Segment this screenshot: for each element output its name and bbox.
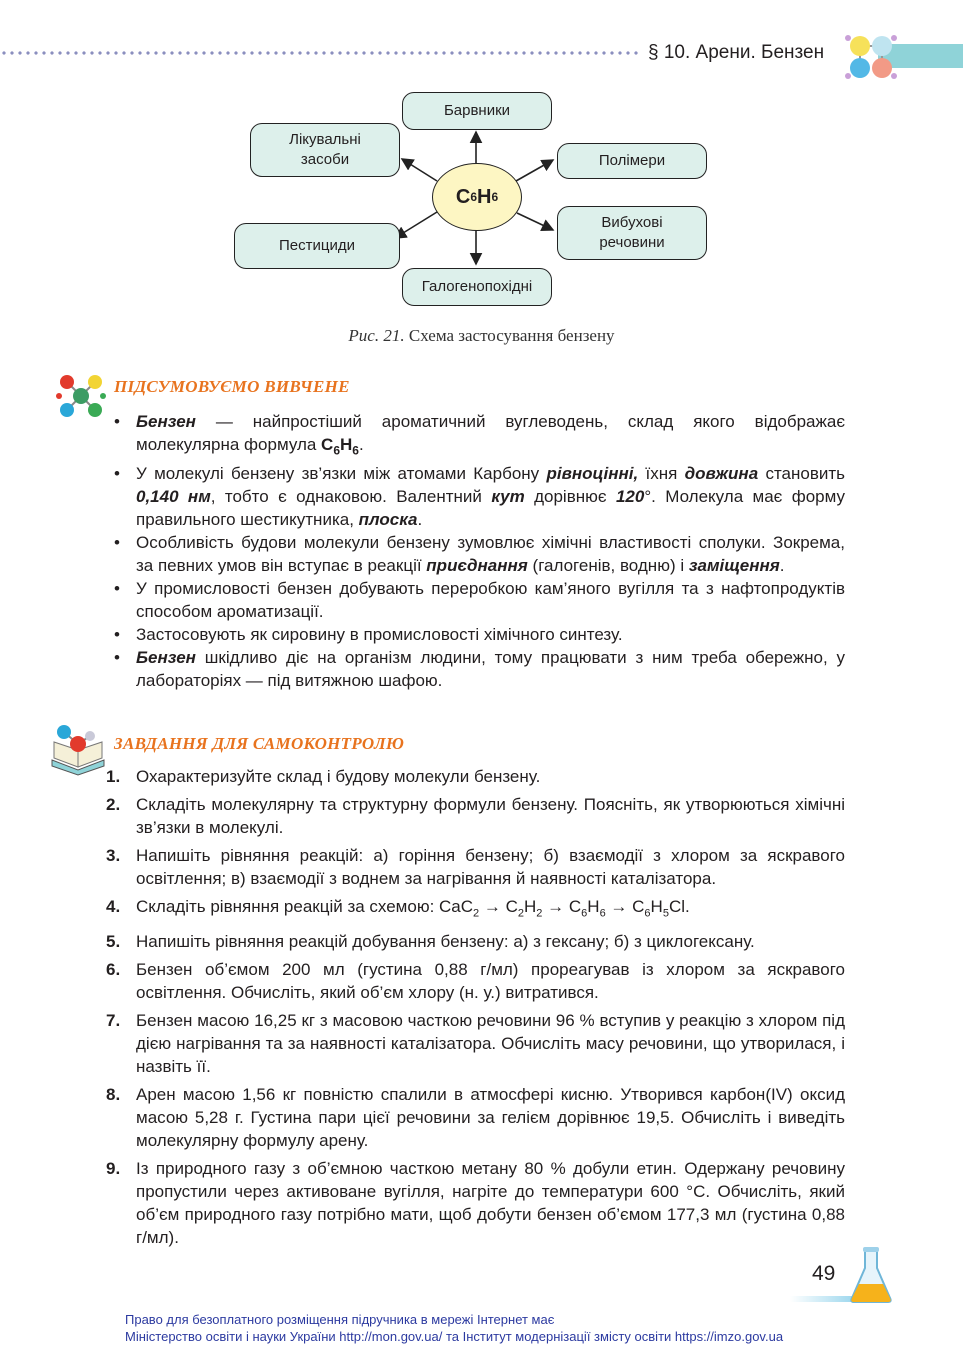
node-dyes: Барвники <box>402 92 552 130</box>
task-item: 1. Охарактеризуйте склад і будову молекули бензену. <box>106 767 541 786</box>
summary-item: • У молекулі бензену зв’язки між атомами Карбону рівноцінні, їхня довжина становить 0,140 нм, тобто є однаковою. Валентний кут дорівнює 120°. Молекула має форму правильного шестикутника, плоска. <box>112 462 845 531</box>
node-explosives: Вибухові речовини <box>557 206 707 260</box>
molecule-summary-icon <box>55 370 107 422</box>
molecule-header-icon <box>842 28 900 84</box>
summary-item: • Застосовують як сировину в промисловості хімічного синтезу. <box>112 623 845 646</box>
footer-license-line2: Міністерство освіти і науки України http://mon.gov.ua/ та Інститут модернізації змісту освіти https://imzo.gov.ua <box>125 1329 784 1344</box>
figure-caption: Рис. 21. Схема застосування бензену <box>348 326 615 345</box>
summary-item: • Бензен шкідливо діє на організм людини, тому працювати з ним треба обережно, у лабораторіях — під витяжною шафою. <box>112 646 845 692</box>
book-molecule-icon <box>48 720 108 776</box>
center-node-benzene: C 6 H 6 <box>432 163 522 231</box>
node-pesticides: Пестициди <box>234 223 400 269</box>
task-item: 7. Бензен масою 16,25 кг з масовою часткою речовини 96 % вступив у реакцію з хлором під дією нагрівання та за наявності каталізатора. Обчисліть масу речовини, що утворилася, і назвіть її. <box>106 1011 845 1077</box>
page-number: 49 <box>812 1262 836 1285</box>
task-item: 2. Складіть молекулярну та структурну формули бензену. Поясніть, як утворюються хімічні зв’язки в молекулі. <box>106 795 845 837</box>
task-item: 8. Арен масою 1,56 кг повністю спалили в атмосфері кисню. Утворився карбон(IV) оксид масою 5,28 г. Густина пари цієї речовини за гелієм дорівнює 19,5. Обчисліть і виведіть молекулярну формулу арену. <box>106 1085 845 1151</box>
task-item: 9. Із природного газу з об’ємною часткою метану 80 % добули етин. Одержану речовину пропустили через активоване вугілля, нагріте до температури 600 °С. Обчисліть, який об’єм природного газу потрібно мати, щоб добути бензен об’ємом 177,3 мл (густина 0,88 г/мл). <box>106 1159 845 1248</box>
task-list <box>106 765 845 1254</box>
task-item: 6. Бензен об’ємом 200 мл (густина 0,88 г/мл) прореагував із хлором за яскравого освітлення. Обчисліть, який об’єм хлору (н. у.) витратився. <box>106 960 845 1003</box>
summary-list <box>112 410 845 692</box>
footer-license-line1: Право для безоплатного розміщення підручника в мережі Інтернет має <box>125 1312 555 1327</box>
node-halogen-derivatives: Галогенопохідні <box>402 268 552 306</box>
node-medicines: Лікувальні засоби <box>250 123 400 177</box>
flask-icon <box>848 1246 894 1304</box>
summary-heading: ПІДСУМОВУЄМО ВИВЧЕНЕ <box>114 377 350 396</box>
summary-item: • Бензен — найпростіший ароматичний вуглеводень, склад якого відображає молекулярна формула $C_6H_6$. <box>112 410 845 462</box>
summary-item: • Особливість будови молекули бензену зумовлює хімічні властивості сполуки. Зокрема, за певних умов він вступає в реакції приєднання (галогенів, водню) і заміщення. <box>112 531 845 577</box>
self-control-heading: ЗАВДАННЯ ДЛЯ САМОКОНТРОЛЮ <box>114 734 405 753</box>
running-header-title: § 10. Арени. Бензен <box>648 42 825 63</box>
task-item: 4. Складіть рівняння реакцій за схемою: $CaC_2 \to C_2H_2 \to C_6H_6 \to C_6H_5Cl$. <box>106 897 690 920</box>
task-item: 5. Напишіть рівняння реакцій добування бензену: а) з гексану; б) з циклогексану. <box>106 932 755 952</box>
node-polymers: Полімери <box>557 143 707 179</box>
benzene-usage-diagram <box>230 88 720 310</box>
task-item: 3. Напишіть рівняння реакцій: а) горіння бензену; б) взаємодії з хлором за яскравого освітлення; в) взаємодії з воднем за нагрівання й наявності каталізатора. <box>106 846 845 888</box>
summary-item: • У промисловості бензен добувають переробкою кам’яного вугілля та з нафтопродуктів способом ароматизації. <box>112 577 845 623</box>
header-dotted-line <box>0 50 640 56</box>
